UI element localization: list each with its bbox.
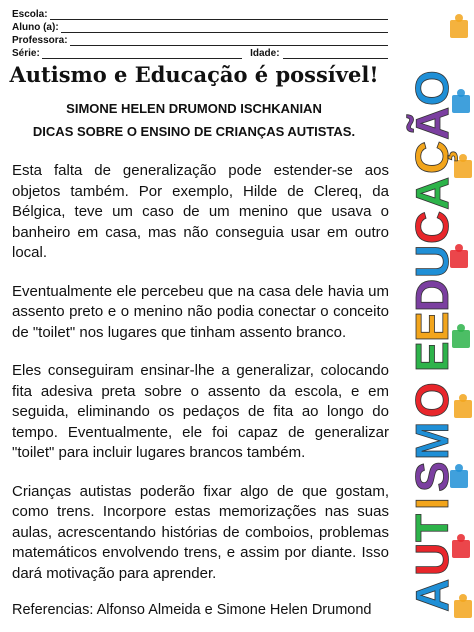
paragraph-3: Eles conseguiram ensinar-lhe a generalizar, colocando fita adesiva preta sobre o assento da escola, e em seguida, eliminando os pedaços de fita ao longo do tempo. Eventualmente, ele foi capaz de generalizar "toilet" para incluir lugares brancos também.: [12, 362, 389, 461]
banner-letter: S: [406, 461, 458, 492]
professora-label: Professora:: [12, 35, 68, 46]
banner-letter: I: [406, 497, 458, 510]
article-body: [12, 161, 389, 602]
subtitle: DICAS SOBRE O ENSINO DE CRIANÇAS AUTISTAS.: [32, 124, 356, 139]
aluno-label: Aluno (a):: [12, 22, 59, 33]
banner-letter: O: [406, 382, 458, 418]
banner-letter: A: [406, 176, 458, 210]
banner-letter: O: [406, 70, 458, 106]
banner-letter: Ç: [406, 140, 458, 174]
escola-field[interactable]: [50, 10, 388, 20]
puzzle-banner-graphic: [392, 0, 474, 632]
student-info-form: [12, 7, 388, 59]
autismo-educacao-banner: [392, 0, 474, 632]
aluno-row: [12, 20, 388, 33]
paragraph-4: Crianças autistas poderão fixar algo de que gostam, como trens. Incorpore estas memorizações nas suas aulas, acrescentando histórias de comboios, problemas matemáticos envolvendo trens, e assim por diante. Isso dará motivação para aprender.: [12, 482, 389, 582]
banner-letter: T: [406, 513, 458, 542]
serie-label: Série:: [12, 48, 40, 59]
banner-letter: E: [406, 341, 458, 372]
idade-label: Idade:: [250, 48, 280, 59]
aluno-field[interactable]: [61, 23, 388, 33]
references: Referencias: Alfonso Almeida e Simone Helen Drumond: [12, 602, 372, 618]
banner-letter: A: [406, 578, 458, 612]
banner-letter: U: [406, 542, 458, 576]
page-title: Autismo e Educação é possível!: [9, 62, 379, 87]
paragraph-2: Eventualmente ele percebeu que na casa dele havia um assento preto e o menino não podia conectar o conceito de "toilet" nos lugares que tinham assento branco.: [12, 282, 389, 341]
author-name: SIMONE HELEN DRUMOND ISCHKANIAN: [66, 101, 322, 116]
serie-field[interactable]: [42, 49, 242, 59]
professora-field[interactable]: [70, 36, 388, 46]
escola-row: [12, 7, 388, 20]
banner-letter: U: [406, 244, 458, 278]
serie-idade-row: [12, 46, 388, 59]
banner-letter: Ã: [406, 106, 458, 140]
paragraph-1: Esta falta de generalização pode estender-se aos objetos também. Por exemplo, Hilde de Clereq, da Bélgica, teve um caso de um menino que usava o banheiro em casa, mas não conseguia usar em outro local.: [12, 162, 389, 261]
idade-field[interactable]: [283, 49, 388, 59]
banner-letter: D: [406, 278, 458, 312]
banner-letter: M: [406, 421, 458, 460]
professora-row: [12, 33, 388, 46]
banner-lettering: [406, 70, 458, 612]
banner-letter: E: [406, 311, 458, 342]
escola-label: Escola:: [12, 9, 48, 20]
banner-letter: C: [406, 210, 458, 244]
puzzle-piece-icon: [450, 14, 468, 38]
